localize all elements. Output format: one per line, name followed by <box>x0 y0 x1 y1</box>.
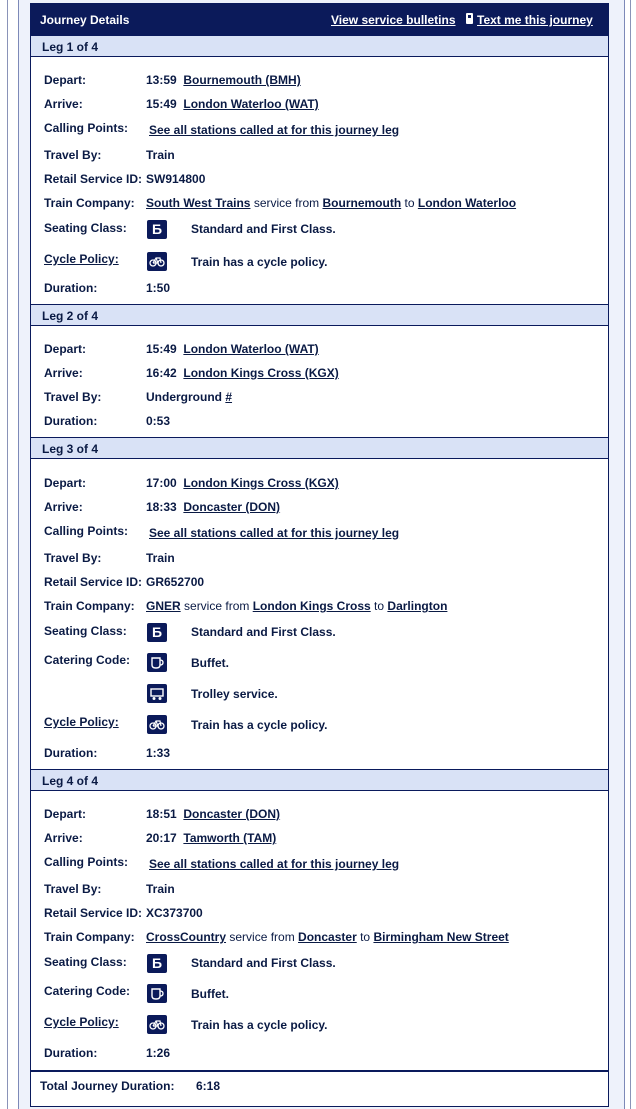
leg-3-retail-row <box>31 575 608 595</box>
leg-2-depart-row <box>31 342 608 362</box>
seating-class-label: Seating Class: <box>44 221 127 235</box>
cycle-policy-value: Train has a cycle policy. <box>191 255 328 269</box>
train-company-link[interactable]: CrossCountry <box>146 930 227 944</box>
retail-service-id-value: XC373700 <box>146 906 203 920</box>
service-to-link[interactable]: Birmingham New Street <box>373 930 509 944</box>
travel-by-label: Travel By: <box>44 882 102 896</box>
cycle-policy-value: Train has a cycle policy. <box>191 1018 328 1032</box>
service-from-link[interactable]: London Kings Cross <box>252 599 371 613</box>
retail-service-id-value: GR652700 <box>146 575 205 589</box>
depart-label: Depart: <box>44 342 87 356</box>
duration-label: Duration: <box>44 281 98 295</box>
service-from-text: service from <box>229 930 295 944</box>
travel-by-value: Train <box>146 551 175 565</box>
leg-4-calling-row <box>31 855 608 875</box>
depart-time: 15:49 <box>146 342 177 356</box>
seating-class-label: Seating Class: <box>44 624 127 638</box>
bicycle-icon <box>147 1015 167 1034</box>
arrive-station-link[interactable]: London Kings Cross (KGX) <box>183 366 339 380</box>
leg-2-duration-row <box>31 414 608 434</box>
depart-time: 13:59 <box>146 73 177 87</box>
service-to-link[interactable]: London Waterloo <box>417 196 517 210</box>
duration-value: 0:53 <box>146 414 171 428</box>
leg-1-retail-row <box>31 172 608 192</box>
leg-4-header <box>31 769 608 791</box>
retail-service-id-label: Retail Service ID: <box>44 906 143 920</box>
train-company-label: Train Company: <box>44 196 135 210</box>
train-company-link[interactable]: GNER <box>146 599 181 613</box>
leg-3-catering-row <box>31 653 608 673</box>
duration-label: Duration: <box>44 746 98 760</box>
leg-1-company-row <box>31 196 608 216</box>
arrive-label: Arrive: <box>44 97 83 111</box>
travel-by-value: Train <box>146 882 175 896</box>
duration-label: Duration: <box>44 414 98 428</box>
first-class-icon: Б <box>147 623 167 642</box>
total-duration-value: 6:18 <box>196 1079 221 1093</box>
cup-icon <box>147 984 167 1003</box>
arrive-time: 20:17 <box>146 831 177 845</box>
see-all-stations-link[interactable]: See all stations called at for this journey leg <box>149 857 400 871</box>
service-from-text: service from <box>253 196 320 210</box>
cycle-policy-link[interactable]: Cycle Policy: <box>44 252 119 266</box>
to-text: to <box>404 196 415 210</box>
leg-1-travel-row <box>31 148 608 168</box>
first-class-icon: Б <box>147 220 167 239</box>
leg-3-depart-row <box>31 476 608 496</box>
to-text: to <box>374 599 385 613</box>
catering-code-label: Catering Code: <box>44 653 131 667</box>
depart-label: Depart: <box>44 73 87 87</box>
see-all-stations-link[interactable]: See all stations called at for this journey leg <box>149 526 400 540</box>
train-company-label: Train Company: <box>44 930 135 944</box>
leg-4-catering-row <box>31 984 608 1004</box>
calling-points-label: Calling Points: <box>44 855 128 869</box>
total-duration-label: Total Journey Duration: <box>40 1079 175 1093</box>
view-service-bulletins-link[interactable]: View service bulletins <box>331 13 456 27</box>
journey-details-frame <box>30 3 609 1107</box>
seating-class-label: Seating Class: <box>44 955 127 969</box>
arrive-station-link[interactable]: Tamworth (TAM) <box>183 831 277 845</box>
leg-4-retail-row <box>31 906 608 926</box>
leg-2-header <box>31 304 608 326</box>
depart-label: Depart: <box>44 807 87 821</box>
leg-4-duration-row <box>31 1046 608 1066</box>
leg-2-arrive-row <box>31 366 608 386</box>
seating-class-value: Standard and First Class. <box>191 625 336 639</box>
leg-3-duration-row <box>31 746 608 766</box>
leg-1-depart-row <box>31 73 608 93</box>
arrive-time: 16:42 <box>146 366 177 380</box>
bicycle-icon <box>147 715 167 734</box>
cup-icon <box>147 653 167 672</box>
arrive-station-link[interactable]: Doncaster (DON) <box>183 500 281 514</box>
see-all-stations-link[interactable]: See all stations called at for this journey leg <box>149 123 400 137</box>
leg-4-cycle-row <box>31 1015 608 1035</box>
depart-time: 17:00 <box>146 476 177 490</box>
leg-3-cycle-row <box>31 715 608 735</box>
calling-points-label: Calling Points: <box>44 121 128 135</box>
train-company-label: Train Company: <box>44 599 135 613</box>
leg-4-title: Leg 4 of 4 <box>42 774 99 788</box>
depart-station-link[interactable]: London Kings Cross (KGX) <box>183 476 339 490</box>
leg-1-title: Leg 1 of 4 <box>42 40 99 54</box>
phone-icon <box>466 13 473 24</box>
train-company-link[interactable]: South West Trains <box>146 196 251 210</box>
leg-1-duration-row <box>31 281 608 301</box>
cycle-policy-link[interactable]: Cycle Policy: <box>44 715 119 729</box>
arrive-label: Arrive: <box>44 831 83 845</box>
leg-4-seating-row <box>31 955 608 975</box>
cycle-policy-link[interactable]: Cycle Policy: <box>44 1015 119 1029</box>
arrive-label: Arrive: <box>44 366 83 380</box>
text-me-journey-link[interactable]: Text me this journey <box>477 13 593 27</box>
calling-points-label: Calling Points: <box>44 524 128 538</box>
leg-1-cycle-row <box>31 252 608 272</box>
leg-1-arrive-row <box>31 97 608 117</box>
travel-by-value: Train <box>146 148 175 162</box>
leg-3-seating-row <box>31 624 608 644</box>
leg-1-seating-row <box>31 221 608 241</box>
leg-4-company-row <box>31 930 608 950</box>
trolley-icon <box>147 684 167 703</box>
leg-3-title: Leg 3 of 4 <box>42 442 99 456</box>
service-from-link[interactable]: Doncaster <box>298 930 357 944</box>
leg-2-travel-row <box>31 390 608 410</box>
service-from-link[interactable]: Bournemouth <box>322 196 402 210</box>
first-class-icon: Б <box>147 954 167 973</box>
travel-by-label: Travel By: <box>44 390 102 404</box>
underground-info-link[interactable]: # <box>225 390 233 404</box>
leg-3-company-row <box>31 599 608 619</box>
catering-buffet-value: Buffet. <box>191 656 229 670</box>
arrive-time: 15:49 <box>146 97 177 111</box>
travel-by-label: Travel By: <box>44 148 102 162</box>
total-journey-duration <box>31 1070 608 1108</box>
catering-buffet-value: Buffet. <box>191 987 229 1001</box>
leg-4-travel-row <box>31 882 608 902</box>
journey-details-title: Journey Details <box>40 13 130 27</box>
duration-value: 1:33 <box>146 746 171 760</box>
duration-value: 1:50 <box>146 281 171 295</box>
leg-4-depart-row <box>31 807 608 827</box>
arrive-label: Arrive: <box>44 500 83 514</box>
leg-1-header <box>31 35 608 57</box>
retail-service-id-label: Retail Service ID: <box>44 575 143 589</box>
depart-station-link[interactable]: Bournemouth (BMH) <box>183 73 301 87</box>
retail-service-id-value: SW914800 <box>146 172 206 186</box>
leg-3-arrive-row <box>31 500 608 520</box>
arrive-station-link[interactable]: London Waterloo (WAT) <box>183 97 319 111</box>
to-text: to <box>360 930 371 944</box>
journey-details-header <box>31 4 608 35</box>
depart-label: Depart: <box>44 476 87 490</box>
catering-code-label: Catering Code: <box>44 984 131 998</box>
depart-station-link[interactable]: London Waterloo (WAT) <box>183 342 319 356</box>
leg-3-travel-row <box>31 551 608 571</box>
travel-by-label: Travel By: <box>44 551 102 565</box>
seating-class-value: Standard and First Class. <box>191 222 336 236</box>
leg-4-arrive-row <box>31 831 608 851</box>
leg-3-header <box>31 437 608 459</box>
depart-time: 18:51 <box>146 807 177 821</box>
arrive-time: 18:33 <box>146 500 177 514</box>
catering-trolley-value: Trolley service. <box>191 687 278 701</box>
leg-3-trolley-row <box>31 684 608 704</box>
cycle-policy-value: Train has a cycle policy. <box>191 718 328 732</box>
leg-3-calling-row <box>31 524 608 544</box>
duration-label: Duration: <box>44 1046 98 1060</box>
duration-value: 1:26 <box>146 1046 171 1060</box>
retail-service-id-label: Retail Service ID: <box>44 172 143 186</box>
bicycle-icon <box>147 252 167 271</box>
service-to-link[interactable]: Darlington <box>387 599 448 613</box>
depart-station-link[interactable]: Doncaster (DON) <box>183 807 281 821</box>
travel-by-value: Underground <box>146 390 222 404</box>
seating-class-value: Standard and First Class. <box>191 956 336 970</box>
leg-1-calling-row <box>31 121 608 141</box>
leg-2-title: Leg 2 of 4 <box>42 309 99 323</box>
service-from-text: service from <box>184 599 250 613</box>
